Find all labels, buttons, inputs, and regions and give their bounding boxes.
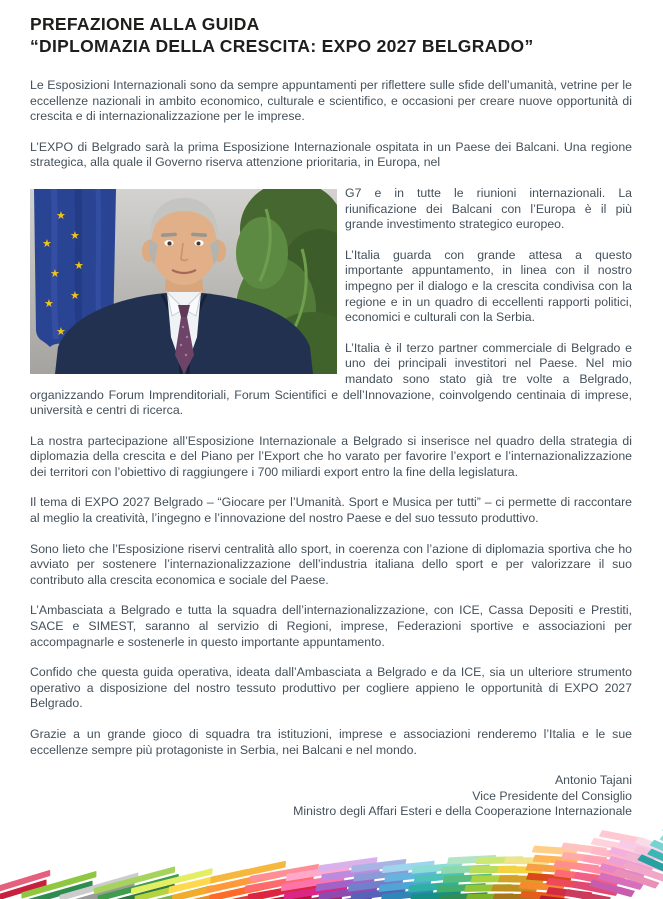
paragraph-gioco-di-squadra: Grazie a un grande gioco di squadra tra istituzioni, imprese e associazioni renderemo l’Italia e le sue eccellenze sempre più protagoniste in Serbia, nei Balcani e nel mondo.: [30, 727, 632, 757]
paragraph-sport: Sono lieto che l’Esposizione riservi centralità allo sport, in coerenza con l’azione di diplomazia sportiva che ho avviato per sostenere l’internazionalizzazione dell’industria italiana dello sport e per valorizzare il suo contributo alla crescita economica e sociale del Paese.: [30, 541, 632, 587]
signature-role1: Vice Presidente del Consiglio: [472, 788, 632, 803]
page-title-line2: “DIPLOMAZIA DELLA CRESCITA: EXPO 2027 BELGRADO”: [30, 35, 534, 56]
paragraph-expo-part1: L’EXPO di Belgrado sarà la prima Esposizione Internazionale ospitata in un Paese dei Balcani. Una regione strategica, alla quale il Governo riserva attenzione prioritaria, in Europa, nel: [30, 139, 632, 170]
paragraph-guida-operativa: Confido che questa guida operativa, ideata dall’Ambasciata a Belgrado e da ICE, sia un ulteriore strumento operativo a disposizione del nostro tessuto produttivo per cogliere appieno le opportunità di EXPO 2027 Belgrado.: [30, 665, 632, 711]
paragraph-expo-part2: G7 e in tutte le riunioni internazionali. La riunificazione dei Balcani con l’Europa è il più grande investimento strategico europeo.: [345, 185, 632, 232]
paragraph-partecipazione: La nostra partecipazione all’Esposizione Internazionale a Belgrado si inserisce nel quadro della strategia di diplomazia della crescita e del Piano per l’Export che ho varato per favorire l’export e l’internazionalizzazione dei territori con l’obiettivo di raggiungere i 700 miliardi export entro la fine della legislatura.: [30, 433, 632, 479]
footer-decorative-fan: [0, 769, 663, 899]
signature-name: Antonio Tajani: [554, 773, 632, 788]
svg-text:★: ★: [74, 258, 84, 272]
page-title-line1: PREFAZIONE ALLA GUIDA: [30, 14, 260, 34]
svg-text:★: ★: [50, 266, 60, 280]
signature-role2: Ministro degli Affari Esteri e della Cooperazione Internazionale: [293, 804, 632, 819]
svg-text:★: ★: [70, 228, 80, 242]
svg-text:★: ★: [56, 208, 66, 222]
svg-text:★: ★: [42, 236, 52, 250]
paragraph-intro: Le Esposizioni Internazionali sono da sempre appuntamenti per riflettere sulle sfide dell’umanità, vetrine per le eccellenze nazionali in ambito economico, culturale e scientifico, e occasioni per creare nuove opportunità di crescita e di internazionalizzazione per le imprese.: [30, 78, 632, 124]
svg-text:★: ★: [44, 296, 54, 310]
page-title: [30, 14, 632, 57]
paragraph-partner-commerciale: L’Italia è il terzo partner commerciale di Belgrado e uno dei principali investitori nel Paese. Nel mio mandato sono stato già tre volte a Belgrado, organizzando Forum Imprenditoriali, Forum Scientifici e dell’Innovazione, coinvolgendo centinaia di imprese, università e centri di ricerca.: [30, 340, 632, 418]
paragraph-ambasciata: L’Ambasciata a Belgrado e tutta la squadra dell’internazionalizzazione, con ICE, Cassa Depositi e Prestiti, SACE e SIMEST, saranno al servizio di Regioni, imprese, Federazioni sportive e associazioni per accompagnarle e sostenerle in questo importante appuntamento.: [30, 603, 632, 649]
page-content: [30, 0, 632, 820]
svg-text:★: ★: [56, 324, 66, 338]
paragraph-italia-attesa: L’Italia guarda con grande attesa a questo importante appuntamento, in linea con il nostro impegno per il dialogo e la crescita condivisa con la regione e in un quadro di eccellenti rapporti politici, economici e culturali con la Serbia.: [345, 247, 632, 325]
tajani-portrait-photo: [30, 189, 337, 374]
svg-text:★: ★: [70, 288, 80, 302]
paragraph-tema-expo: Il tema di EXPO 2027 Belgrado – “Giocare per l’Umanità. Sport e Musica per tutti” – ci permette di raccontare al meglio la creatività, l’ingegno e l’innovazione del nostro Paese e del suo tessuto produttivo.: [30, 495, 632, 526]
